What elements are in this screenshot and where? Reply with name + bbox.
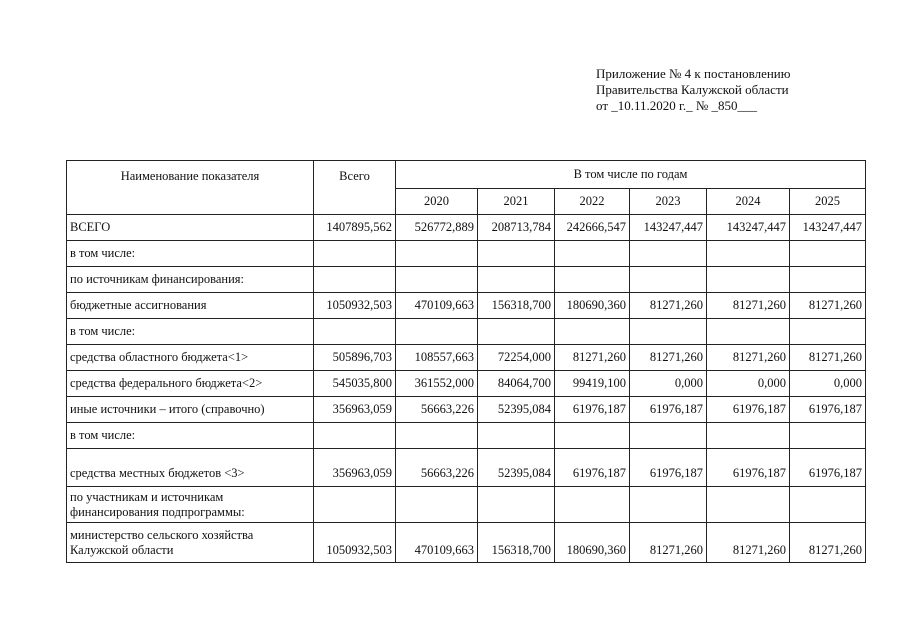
row-value	[790, 319, 866, 345]
row-value: 99419,100	[555, 371, 630, 397]
column-header-year: 2023	[630, 189, 707, 215]
row-label: ВСЕГО	[67, 215, 314, 241]
row-value	[478, 423, 555, 449]
row-total	[314, 241, 396, 267]
row-value	[707, 319, 790, 345]
row-total: 356963,059	[314, 397, 396, 423]
row-value: 143247,447	[630, 215, 707, 241]
row-value	[396, 319, 478, 345]
row-value: 84064,700	[478, 371, 555, 397]
row-value: 242666,547	[555, 215, 630, 241]
table-row	[67, 345, 866, 371]
row-value: 81271,260	[790, 345, 866, 371]
column-header-year: 2022	[555, 189, 630, 215]
row-label: средства областного бюджета<1>	[67, 345, 314, 371]
row-value: 0,000	[790, 371, 866, 397]
row-value: 56663,226	[396, 449, 478, 487]
table-header-row	[67, 161, 866, 189]
row-value	[707, 267, 790, 293]
row-value: 81271,260	[630, 345, 707, 371]
row-value	[630, 241, 707, 267]
row-value	[707, 487, 790, 523]
row-value	[555, 267, 630, 293]
table-row	[67, 267, 866, 293]
row-value: 361552,000	[396, 371, 478, 397]
row-value: 61976,187	[707, 449, 790, 487]
column-header-year: 2024	[707, 189, 790, 215]
row-value	[396, 241, 478, 267]
row-total: 356963,059	[314, 449, 396, 487]
row-total	[314, 487, 396, 523]
row-value: 81271,260	[707, 293, 790, 319]
row-value: 81271,260	[707, 523, 790, 563]
column-header-year: 2025	[790, 189, 866, 215]
row-total: 1050932,503	[314, 523, 396, 563]
row-value: 526772,889	[396, 215, 478, 241]
row-value: 61976,187	[790, 449, 866, 487]
table-row	[67, 487, 866, 523]
row-value	[478, 267, 555, 293]
row-label: бюджетные ассигнования	[67, 293, 314, 319]
row-value: 81271,260	[707, 345, 790, 371]
row-value: 470109,663	[396, 293, 478, 319]
column-header-year: 2021	[478, 189, 555, 215]
row-value: 0,000	[630, 371, 707, 397]
row-label: в том числе:	[67, 241, 314, 267]
row-total: 505896,703	[314, 345, 396, 371]
row-label: министерство сельского хозяйства Калужской области	[67, 523, 314, 563]
row-value: 208713,784	[478, 215, 555, 241]
row-value: 156318,700	[478, 293, 555, 319]
column-header-name: Наименование показателя	[67, 161, 314, 215]
row-value	[555, 487, 630, 523]
column-header-year: 2020	[396, 189, 478, 215]
row-value	[478, 487, 555, 523]
row-value	[555, 319, 630, 345]
header-line-3: от _10.11.2020 г._ № _850___	[596, 98, 758, 113]
row-value	[630, 267, 707, 293]
row-value: 52395,084	[478, 397, 555, 423]
row-total: 545035,800	[314, 371, 396, 397]
table-row	[67, 423, 866, 449]
row-value	[790, 487, 866, 523]
row-value: 56663,226	[396, 397, 478, 423]
row-value: 81271,260	[790, 523, 866, 563]
row-value: 81271,260	[555, 345, 630, 371]
table-row	[67, 449, 866, 487]
table-row	[67, 215, 866, 241]
row-value	[707, 423, 790, 449]
row-label: средства местных бюджетов <3>	[67, 449, 314, 487]
table-row	[67, 319, 866, 345]
row-total: 1050932,503	[314, 293, 396, 319]
row-value	[630, 423, 707, 449]
row-total: 1407895,562	[314, 215, 396, 241]
row-value: 52395,084	[478, 449, 555, 487]
row-value: 61976,187	[630, 449, 707, 487]
row-value	[790, 241, 866, 267]
row-label: в том числе:	[67, 319, 314, 345]
row-value	[555, 241, 630, 267]
row-value: 180690,360	[555, 293, 630, 319]
row-value	[707, 241, 790, 267]
table-row	[67, 523, 866, 563]
table-row	[67, 397, 866, 423]
row-value	[396, 423, 478, 449]
row-value	[396, 487, 478, 523]
row-value: 470109,663	[396, 523, 478, 563]
column-header-years-group: В том числе по годам	[396, 161, 866, 189]
row-value	[396, 267, 478, 293]
header-line-1: Приложение № 4 к постановлению	[596, 66, 791, 81]
row-value: 156318,700	[478, 523, 555, 563]
row-value	[630, 487, 707, 523]
header-line-2: Правительства Калужской области	[596, 82, 789, 97]
row-value: 180690,360	[555, 523, 630, 563]
row-value	[630, 319, 707, 345]
row-value	[790, 423, 866, 449]
row-total	[314, 319, 396, 345]
row-value	[478, 319, 555, 345]
table-row	[67, 241, 866, 267]
row-value: 143247,447	[790, 215, 866, 241]
row-value: 81271,260	[630, 293, 707, 319]
table-row	[67, 371, 866, 397]
row-label: по источникам финансирования:	[67, 267, 314, 293]
row-label: иные источники – итого (справочно)	[67, 397, 314, 423]
row-value: 0,000	[707, 371, 790, 397]
row-value: 61976,187	[707, 397, 790, 423]
row-label: по участникам и источникам финансирования подпрограммы:	[67, 487, 314, 523]
row-value	[555, 423, 630, 449]
row-value: 61976,187	[555, 397, 630, 423]
row-value: 81271,260	[790, 293, 866, 319]
row-total	[314, 423, 396, 449]
row-value: 108557,663	[396, 345, 478, 371]
row-label: средства федерального бюджета<2>	[67, 371, 314, 397]
row-value: 81271,260	[630, 523, 707, 563]
row-value: 61976,187	[790, 397, 866, 423]
column-header-total: Всего	[314, 161, 396, 215]
row-value	[478, 241, 555, 267]
table-row	[67, 293, 866, 319]
row-value: 61976,187	[555, 449, 630, 487]
row-value: 72254,000	[478, 345, 555, 371]
row-value: 61976,187	[630, 397, 707, 423]
document-header	[596, 66, 790, 114]
row-value	[790, 267, 866, 293]
row-label: в том числе:	[67, 423, 314, 449]
row-total	[314, 267, 396, 293]
financing-table	[66, 160, 866, 563]
row-value: 143247,447	[707, 215, 790, 241]
